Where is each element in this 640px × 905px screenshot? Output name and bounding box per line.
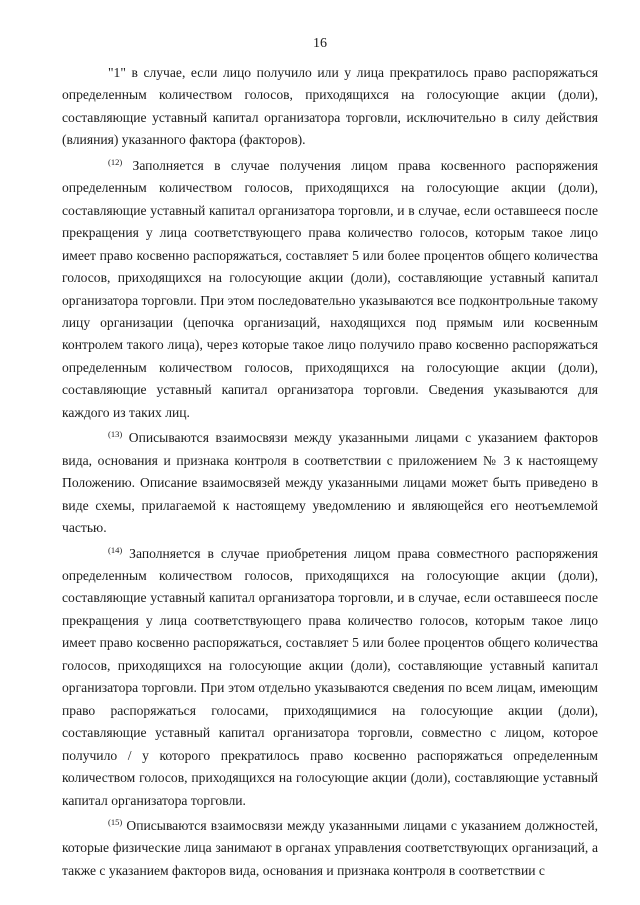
page-number: 16 — [313, 36, 327, 51]
footnote-marker: (15) — [108, 816, 123, 827]
footnote-13-paragraph — [62, 427, 598, 539]
footnote-marker: (14) — [108, 544, 123, 555]
footnote-marker: (12) — [108, 156, 123, 167]
paragraph-text: Описываются взаимосвязи между указанными лицами с указанием должностей, которые физические лица занимают в органах управления соответствующих организаций, а также с указанием факторов вида, основания и признака контроля в соответствии с — [62, 817, 598, 878]
paragraph-text: Заполняется в случае получения лицом права косвенного распоряжения определенным количеством голосов, приходящихся на голосующие акции (доли), составляющие уставный капитал организатора торговли, и в случае, если оставшееся после прекращения у лица соответствующего права количество голосов, которым такое лицо имеет право косвенно распоряжаться, составляет 5 или более процентов общего количества голосов, приходящихся на голосующие акции (доли), составляющие уставный капитал организатора торговли. При этом последовательно указываются все подконтрольные такому лицу организации (цепочка организаций, находящихся под прямым или косвенным контролем такого лица), через которые такое лицо получило право косвенно распоряжаться определенным количеством голосов, приходящихся на голосующие акции (доли), составляющие уставный капитал организатора торговли. Сведения указываются для каждого из таких лиц. — [62, 157, 598, 420]
footnote-marker: (13) — [108, 429, 123, 440]
footnote-12-paragraph — [62, 155, 598, 424]
paragraph-intro — [62, 62, 598, 152]
paragraph-text: Заполняется в случае приобретения лицом права совместного распоряжения определенным количеством голосов, приходящихся на голосующие акции (доли), составляющие уставный капитал организатора торговли, и в случае, если оставшееся после прекращения у лица соответствующего права количество голосов, которым такое лицо имеет право косвенно распоряжаться, составляет 5 или более процентов общего количества голосов, приходящихся на голосующие акции (доли), составляющие уставный капитал организатора торговли. При этом отдельно указываются сведения по всем лицам, имеющим право распоряжаться голосами, приходящимися на голосующие акции (доли), составляющие уставный капитал организатора торговли, совместно с лицом, которое получило / у которого прекратилось право косвенно распоряжаться определенным количеством голосов, приходящихся на голосующие акции (доли), составляющие уставный капитал организатора торговли. — [62, 545, 598, 808]
footnote-15-paragraph — [62, 815, 598, 882]
footnote-14-paragraph — [62, 543, 598, 812]
paragraph-text: Описываются взаимосвязи между указанными лицами с указанием факторов вида, основания и признака контроля в соответствии с приложением № 3 к настоящему Положению. Описание взаимосвязей между указанными лицами может быть приведено в виде схемы, прилагаемой к настоящему уведомлению и являющейся его неотъемлемой частью. — [62, 430, 598, 536]
body-text — [62, 62, 598, 882]
paragraph-text: "1" в случае, если лицо получило или у лица прекратилось право распоряжаться определенным количеством голосов, приходящихся на голосующие акции (доли), составляющие уставный капитал организатора торговли, исключительно в силу действия (влияния) указанного фактора (факторов). — [62, 65, 598, 148]
